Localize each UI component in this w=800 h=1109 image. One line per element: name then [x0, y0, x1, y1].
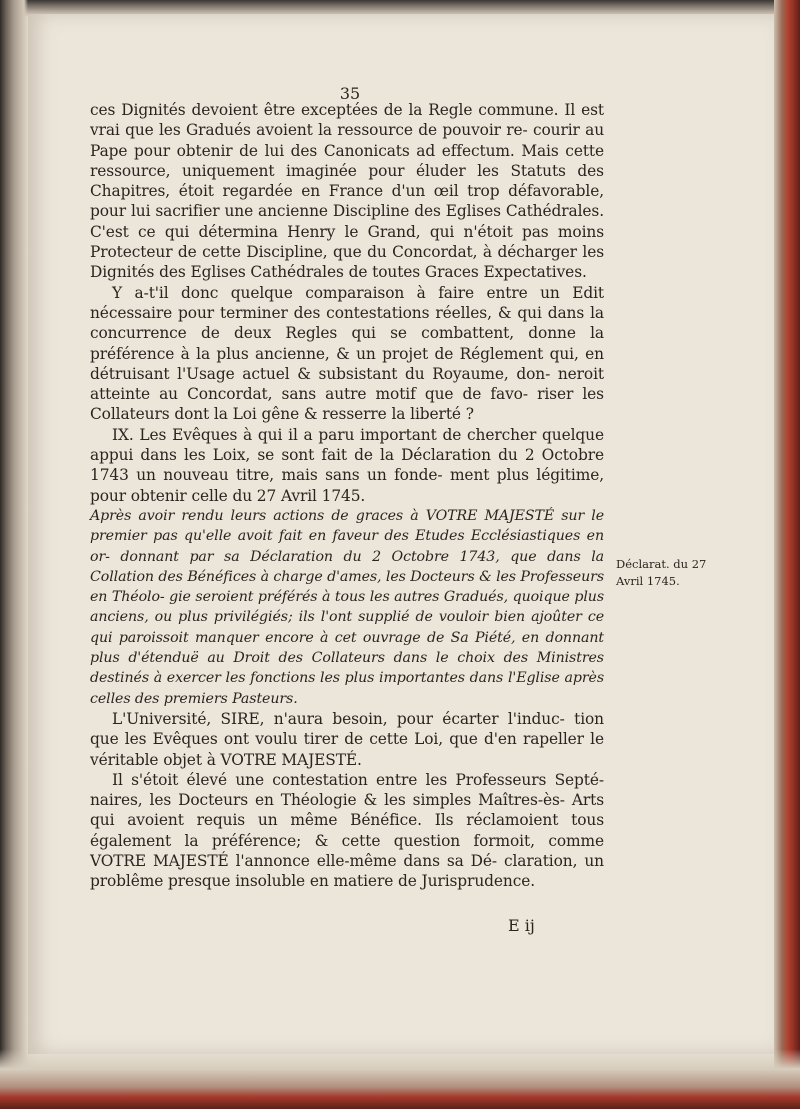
paragraph-3 — [90, 425, 604, 506]
book-gutter — [0, 0, 28, 1109]
line: claration, un problême presque insoluble en matiere de Jurisprudence. — [90, 851, 604, 891]
line: Eglises Cathédrales. C'est ce qui détermina Henry le Grand, — [90, 202, 604, 241]
paragraph-6 — [90, 770, 604, 892]
line: rapeller le véritable objet à VOTRE MAJESTÉ. — [90, 730, 604, 769]
line: donnant par sa Déclaration du 2 Octobre 1743, que dans la Collation — [90, 548, 604, 585]
line: nécessaire pour terminer des contestations réelles, & qui dans — [90, 303, 591, 322]
line: tous également la préférence; & cette question formoit, — [90, 811, 604, 850]
line: de toutes Graces Expectatives. — [348, 263, 587, 282]
line: premier pas qu'elle avoit fait en faveur des Etudes Ecclésiastiques en or- — [90, 528, 604, 565]
line: préférence à la plus ancienne, & un projet de Réglement qui, — [90, 344, 586, 363]
line: Il est vrai que les Gradués avoient la ressource de pouvoir re- — [90, 101, 604, 140]
line: L'Université, SIRE, n'aura besoin, pour écarter l'induc- — [112, 709, 575, 728]
line: courir au Pape pour obtenir de lui des Canonicats ad effectum. — [90, 121, 605, 160]
book-fore-edge — [774, 0, 800, 1109]
body-text — [90, 100, 604, 892]
line: comme VOTRE MAJESTÉ l'annonce elle-même dans sa Dé- — [90, 831, 604, 870]
line: neroit atteinte au Concordat, sans autre motif que de favo- — [90, 364, 604, 404]
line: tion que les Evêques ont voulu tirer de cette Loi, que d'en — [90, 709, 604, 749]
signature-mark: E ij — [508, 916, 535, 935]
margin-note: Déclarat. du 27 Avril 1745. — [616, 557, 707, 588]
line: fonctions les plus importantes dans l'Eglise après celles des premiers — [90, 670, 604, 707]
line: Droit des Collateurs dans le choix des Ministres destinés à exercer les — [90, 650, 604, 687]
line: quelque appui dans les Loix, se sont fait de la Déclaration — [90, 425, 604, 465]
line: manquer encore à cet ouvrage de Sa Piété, en donnant plus d'étenduë au — [90, 629, 605, 667]
line: Il s'étoit élevé une contestation entre les Professeurs Septé- — [112, 770, 604, 789]
paragraph-2 — [90, 283, 604, 425]
line: Pasteurs. — [232, 690, 298, 707]
line: Y a-t'il donc quelque comparaison à faire entre un Edit — [112, 283, 604, 302]
line: Après avoir rendu leurs actions de graces à VOTRE MAJESTÉ sur le — [90, 507, 604, 524]
line: du 2 Octobre 1743 un nouveau titre, mais sans un fonde- — [90, 446, 604, 485]
line: des Bénéfices à charge d'ames, les Docteurs & les Professeurs en Théolo- — [90, 568, 605, 606]
line: Mais cette ressource, uniquement imaginée pour éluder les — [90, 141, 605, 180]
page-number: 35 — [339, 84, 361, 103]
line: ces Dignités devoient être exceptées de la Regle commune. — [90, 101, 565, 119]
book-bottom-edge — [0, 1049, 800, 1109]
line: plus privilégiés; ils l'ont supplié de vouloir bien ajoûter ce qui paroissoit — [90, 609, 604, 646]
line: défavorable, pour lui sacrifier une ancienne Discipline des — [90, 182, 604, 221]
line: qui n'étoit pas moins Protecteur de cette Discipline, que du — [90, 222, 605, 262]
line: en détruisant l'Usage actuel & subsistant du Royaume, don- — [90, 344, 604, 383]
quoted-declaration — [90, 506, 604, 709]
paragraph-1 — [90, 100, 604, 283]
line: Concordat, à décharger les Dignités des Eglises Cathédrales — [90, 243, 604, 282]
paragraph-5 — [90, 709, 604, 770]
line: Statuts des Chapitres, étoit regardée en France d'un œil trop — [90, 161, 604, 201]
line: la concurrence de deux Regles qui se combattent, donne la — [90, 303, 604, 343]
line: ment plus légitime, pour obtenir celle du 27 Avril 1745. — [90, 466, 604, 505]
line: Arts qui avoient requis un même Bénéfice. Ils réclamoient — [90, 791, 604, 830]
line: IX. Les Evêques à qui il a paru important de chercher — [112, 425, 543, 444]
line: riser les Collateurs dont la Loi gêne & resserre la liberté ? — [90, 385, 604, 424]
line: naires, les Docteurs en Théologie & les simples Maîtres-ès- — [90, 791, 572, 810]
line: gie seroient préférés à tous les autres Gradués, quoique plus anciens, ou — [90, 589, 604, 626]
